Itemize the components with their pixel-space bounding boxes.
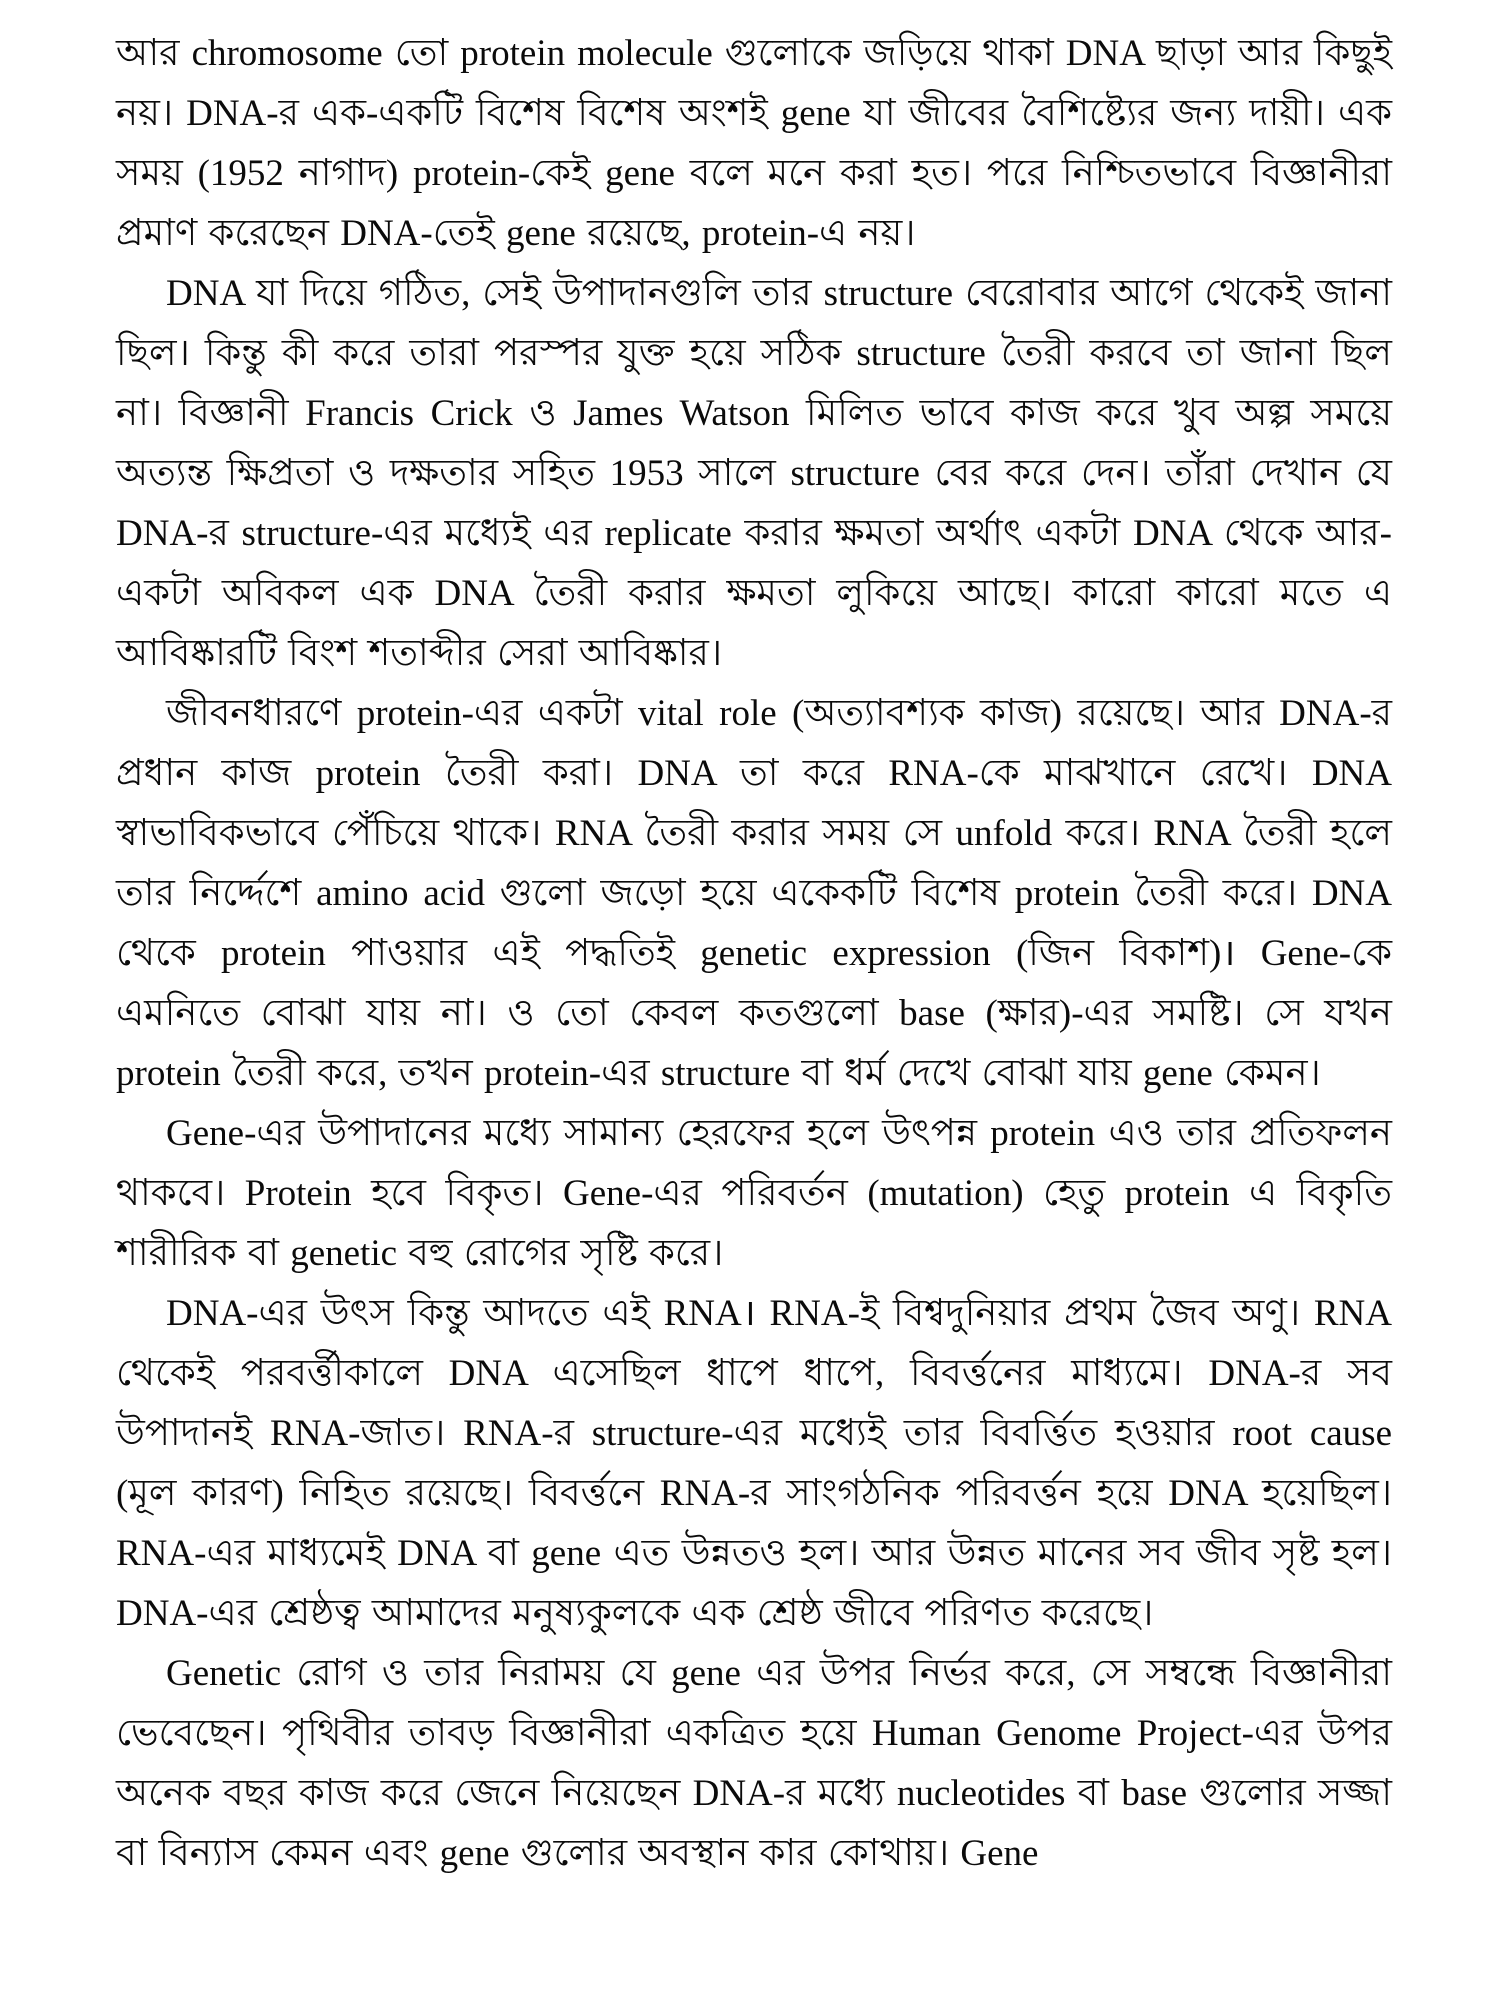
paragraph-2: DNA যা দিয়ে গঠিত, সেই উপাদানগুলি তার structure বেরোবার আগে থেকেই জানা ছিল। কিন্তু কী করে তারা পরস্পর যুক্ত হয়ে সঠিক structure তৈরী করবে তা জানা ছিল না। বিজ্ঞানী Francis Crick ও James Watson মিলিত ভাবে কাজ করে খুব অল্প সময়ে অত্যন্ত ক্ষিপ্রতা ও দক্ষতার সহিত 1953 সালে structure বের করে দেন। তাঁরা দেখান যে DNA-র structure-এর মধ্যেই এর replicate করার ক্ষমতা অর্থাৎ একটা DNA থেকে আর-একটা অবিকল এক DNA তৈরী করার ক্ষমতা লুকিয়ে আছে। কারো কারো মতে এ আবিষ্কারটি বিংশ শতাব্দীর সেরা আবিষ্কার। (116, 273, 1392, 674)
body-text (116, 24, 1392, 1884)
paragraph-3: জীবনধারণে protein-এর একটা vital role (অত্যাবশ্যক কাজ) রয়েছে। আর DNA-র প্রধান কাজ protein তৈরী করা। DNA তা করে RNA-কে মাঝখানে রেখে। DNA স্বাভাবিকভাবে পেঁচিয়ে থাকে। RNA তৈরী করার সময় সে unfold করে। RNA তৈরী হলে তার নির্দ্দেশে amino acid গুলো জড়ো হয়ে একেকটি বিশেষ protein তৈরী করে। DNA থেকে protein পাওয়ার এই পদ্ধতিই genetic expression (জিন বিকাশ)। Gene-কে এমনিতে বোঝা যায় না। ও তো কেবল কতগুলো base (ক্ষার)-এর সমষ্টি। সে যখন protein তৈরী করে, তখন protein-এর structure বা ধর্ম দেখে বোঝা যায় gene কেমন। (116, 693, 1392, 1094)
paragraph-4: Gene-এর উপাদানের মধ্যে সামান্য হেরফের হলে উৎপন্ন protein এও তার প্রতিফলন থাকবে। Protein হবে বিকৃত। Gene-এর পরিবর্তন (mutation) হেতু protein এ বিকৃতি শারীরিক বা genetic বহু রোগের সৃষ্টি করে। (116, 1113, 1392, 1274)
paragraph-1: আর chromosome তো protein molecule গুলোকে জড়িয়ে থাকা DNA ছাড়া আর কিছুই নয়। DNA-র এক-একটি বিশেষ বিশেষ অংশই gene যা জীবের বৈশিষ্ট্যের জন্য দায়ী। এক সময় (1952 নাগাদ) protein-কেই gene বলে মনে করা হত। পরে নিশ্চিতভাবে বিজ্ঞানীরা প্রমাণ করেছেন DNA-তেই gene রয়েছে, protein-এ নয়। (116, 33, 1392, 254)
paragraph-6: Genetic রোগ ও তার নিরাময় যে gene এর উপর নির্ভর করে, সে সম্বন্ধে বিজ্ঞানীরা ভেবেছেন। পৃথিবীর তাবড় বিজ্ঞানীরা একত্রিত হয়ে Human Genome Project-এর উপর অনেক বছর কাজ করে জেনে নিয়েছেন DNA-র মধ্যে nucleotides বা base গুলোর সজ্জা বা বিন্যাস কেমন এবং gene গুলোর অবস্থান কার কোথায়। Gene (116, 1653, 1392, 1874)
paragraph-5: DNA-এর উৎস কিন্তু আদতে এই RNA। RNA-ই বিশ্বদুনিয়ার প্রথম জৈব অণু। RNA থেকেই পরবর্ত্তীকালে DNA এসেছিল ধাপে ধাপে, বিবর্ত্তনের মাধ্যমে। DNA-র সব উপাদানই RNA-জাত। RNA-র structure-এর মধ্যেই তার বিবর্ত্তিত হওয়ার root cause (মূল কারণ) নিহিত রয়েছে। বিবর্ত্তনে RNA-র সাংগঠনিক পরিবর্ত্তন হয়ে DNA হয়েছিল। RNA-এর মাধ্যমেই DNA বা gene এত উন্নতও হল। আর উন্নত মানের সব জীব সৃষ্ট হল। DNA-এর শ্রেষ্ঠত্ব আমাদের মনুষ্যকুলকে এক শ্রেষ্ঠ জীবে পরিণত করেছে। (116, 1293, 1392, 1634)
